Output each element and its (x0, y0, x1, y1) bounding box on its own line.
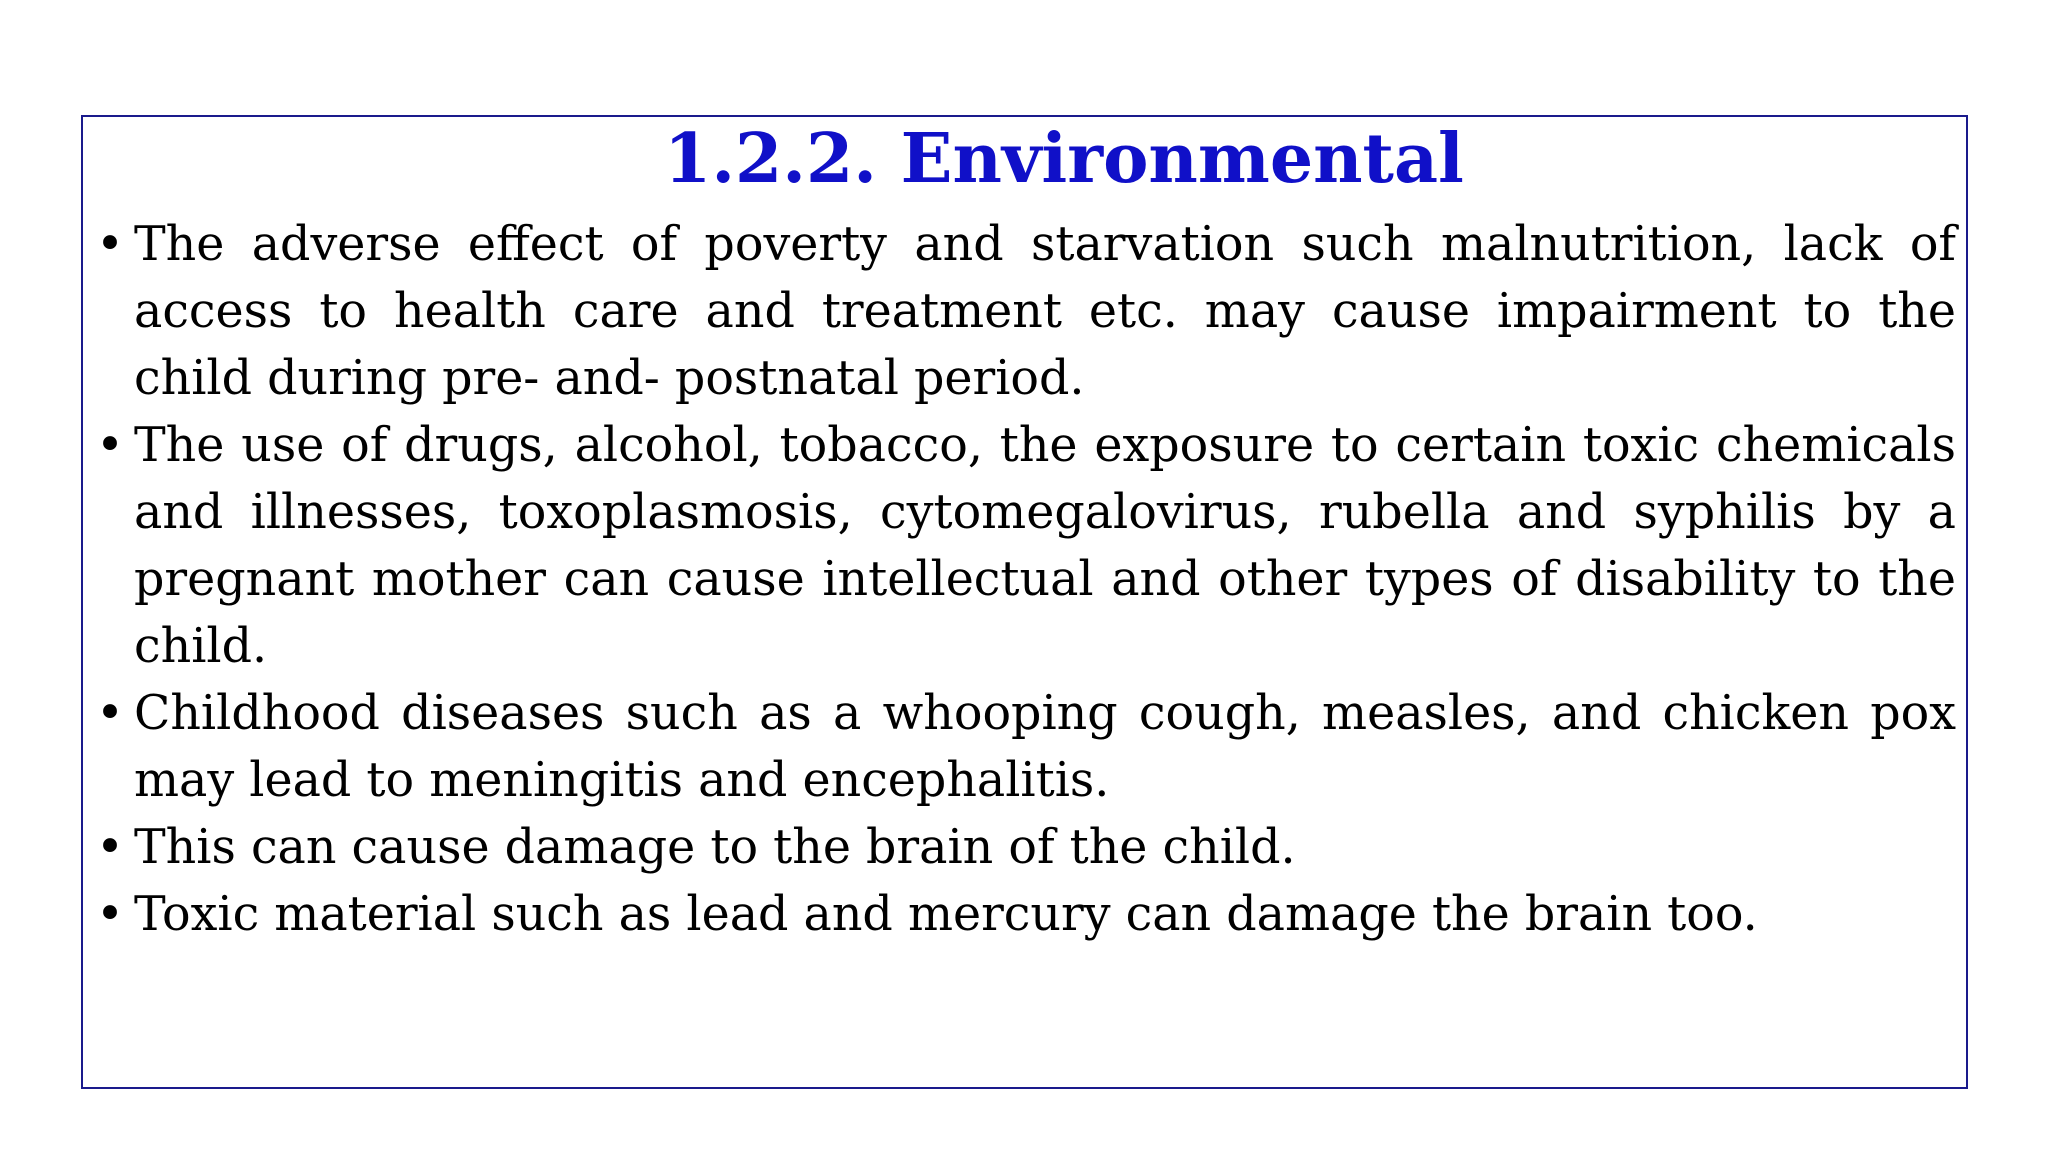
bullet-text: This can cause damage to the brain of the child. (134, 820, 1296, 875)
slide-title: 1.2.2. Environmental (664, 119, 1464, 199)
bullet-icon: • (96, 820, 125, 875)
bullet-list (96, 211, 1956, 948)
bullet-text: The use of drugs, alcohol, tobacco, the exposure to certain toxic chemicals and illnesses, toxoplasmosis, cytomegalovirus, rubella and syphilis by a pregnant mother can cause intellectual and other types of disability to the child. (134, 418, 1956, 674)
bullet-text: Toxic material such as lead and mercury can damage the brain too. (134, 887, 1758, 942)
bullet-item (96, 211, 1956, 412)
bullet-item (96, 680, 1956, 814)
bullet-text: Childhood diseases such as a whooping cough, measles, and chicken pox may lead to meningitis and encephalitis. (134, 686, 1956, 808)
bullet-item (96, 412, 1956, 680)
bullet-icon: • (96, 418, 125, 473)
bullet-text: The adverse effect of poverty and starvation such malnutrition, lack of access to health care and treatment etc. may cause impairment to the child during pre- and- postnatal period. (134, 217, 1956, 406)
bullet-icon: • (96, 686, 125, 741)
bullet-item (96, 814, 1956, 881)
bullet-icon: • (96, 887, 125, 942)
bullet-item (96, 881, 1956, 948)
bullet-icon: • (96, 217, 125, 272)
